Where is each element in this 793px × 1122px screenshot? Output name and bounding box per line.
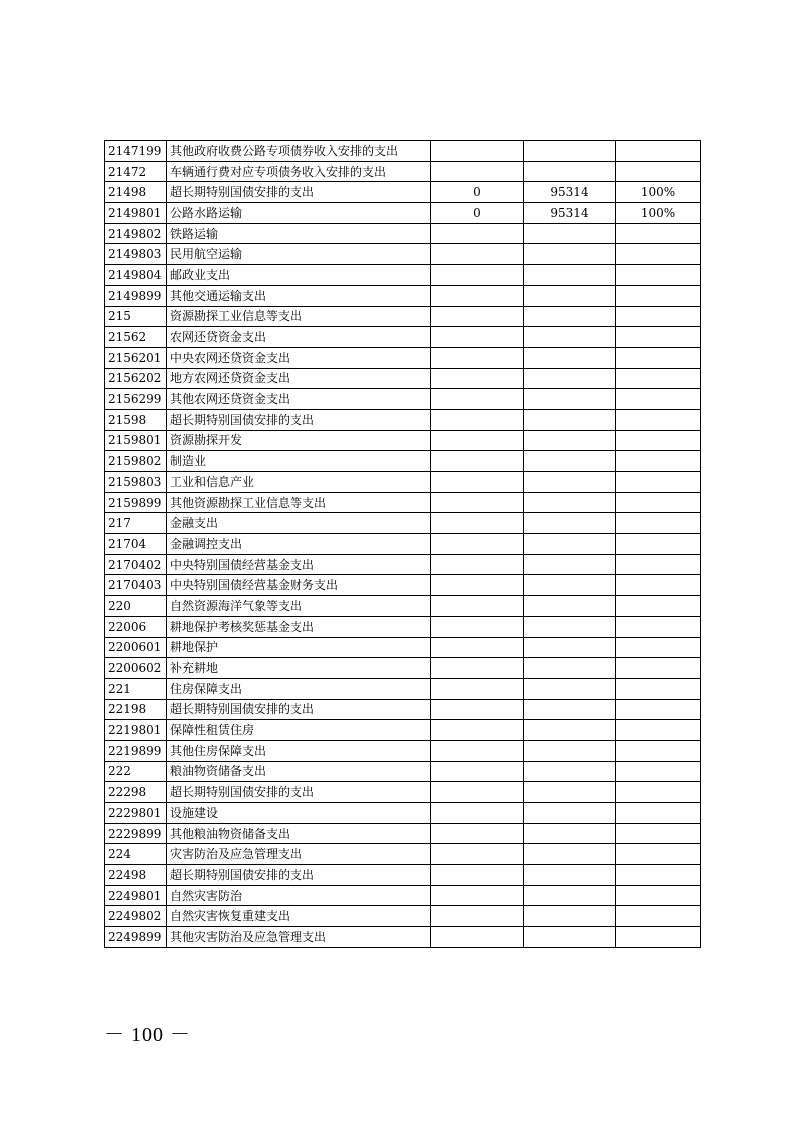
value-cell-3 [616,265,701,286]
value-cell-2 [524,637,616,658]
subject-code-cell: 2200602 [105,658,167,679]
subject-code-cell: 2229801 [105,803,167,824]
value-cell-2 [524,906,616,927]
subject-code-cell: 2170403 [105,575,167,596]
table-row [105,472,701,493]
value-cell-1 [431,451,524,472]
subject-name-cell: 其他住房保障支出 [167,740,431,761]
table-row [105,285,701,306]
value-cell-2 [524,492,616,513]
table-row [105,678,701,699]
value-cell-3 [616,823,701,844]
subject-name-cell: 资源勘探工业信息等支出 [167,306,431,327]
subject-code-cell: 2149899 [105,285,167,306]
table-row [105,699,701,720]
table-row [105,306,701,327]
subject-name-cell: 其他粮油物资储备支出 [167,823,431,844]
subject-name-cell: 保障性租赁住房 [167,720,431,741]
value-cell-1 [431,658,524,679]
value-cell-1 [431,575,524,596]
subject-name-cell: 中央特别国债经营基金财务支出 [167,575,431,596]
value-cell-3 [616,678,701,699]
subject-name-cell: 工业和信息产业 [167,472,431,493]
value-cell-1 [431,368,524,389]
value-cell-1: 0 [431,203,524,224]
value-cell-2 [524,244,616,265]
subject-code-cell: 21498 [105,182,167,203]
subject-code-cell: 220 [105,596,167,617]
value-cell-3 [616,244,701,265]
subject-name-cell: 超长期特别国债安排的支出 [167,182,431,203]
value-cell-1 [431,161,524,182]
value-cell-3 [616,885,701,906]
value-cell-3 [616,430,701,451]
table-row [105,554,701,575]
value-cell-3 [616,223,701,244]
value-cell-1 [431,596,524,617]
value-cell-1 [431,430,524,451]
value-cell-2 [524,409,616,430]
subject-name-cell: 耕地保护考核奖惩基金支出 [167,616,431,637]
value-cell-1 [431,347,524,368]
subject-name-cell: 公路水路运输 [167,203,431,224]
value-cell-2 [524,575,616,596]
table-row [105,409,701,430]
subject-code-cell: 2229899 [105,823,167,844]
value-cell-2 [524,347,616,368]
table-row [105,244,701,265]
value-cell-1 [431,513,524,534]
subject-code-cell: 21562 [105,327,167,348]
table-row [105,265,701,286]
subject-name-cell: 灾害防治及应急管理支出 [167,844,431,865]
value-cell-1 [431,740,524,761]
subject-code-cell: 224 [105,844,167,865]
value-cell-2 [524,740,616,761]
subject-code-cell: 2159802 [105,451,167,472]
subject-name-cell: 邮政业支出 [167,265,431,286]
value-cell-1 [431,389,524,410]
value-cell-3 [616,389,701,410]
subject-code-cell: 22006 [105,616,167,637]
subject-code-cell: 2149803 [105,244,167,265]
value-cell-1 [431,244,524,265]
value-cell-3 [616,141,701,162]
value-cell-3 [616,409,701,430]
value-cell-2 [524,534,616,555]
page-number: － 100 － [104,1024,191,1046]
value-cell-1 [431,803,524,824]
value-cell-3 [616,720,701,741]
subject-code-cell: 2149804 [105,265,167,286]
table-row [105,637,701,658]
value-cell-2 [524,803,616,824]
value-cell-1 [431,472,524,493]
value-cell-3 [616,927,701,948]
value-cell-2 [524,678,616,699]
subject-name-cell: 其他资源勘探工业信息等支出 [167,492,431,513]
table-row [105,885,701,906]
value-cell-2 [524,368,616,389]
subject-name-cell: 粮油物资储备支出 [167,761,431,782]
value-cell-3 [616,161,701,182]
value-cell-1: 0 [431,182,524,203]
subject-code-cell: 2147199 [105,141,167,162]
value-cell-1 [431,678,524,699]
value-cell-1 [431,223,524,244]
value-cell-3 [616,906,701,927]
value-cell-3: 100% [616,203,701,224]
value-cell-3 [616,472,701,493]
table-row [105,430,701,451]
subject-name-cell: 中央农网还贷资金支出 [167,347,431,368]
value-cell-2 [524,927,616,948]
subject-name-cell: 金融支出 [167,513,431,534]
subject-code-cell: 21598 [105,409,167,430]
subject-name-cell: 耕地保护 [167,637,431,658]
subject-code-cell: 215 [105,306,167,327]
subject-name-cell: 车辆通行费对应专项债务收入安排的支出 [167,161,431,182]
subject-code-cell: 22498 [105,865,167,886]
value-cell-1 [431,927,524,948]
value-cell-3 [616,803,701,824]
subject-name-cell: 超长期特别国债安排的支出 [167,699,431,720]
subject-name-cell: 民用航空运输 [167,244,431,265]
value-cell-2 [524,658,616,679]
table-row [105,782,701,803]
value-cell-2: 95314 [524,203,616,224]
value-cell-3 [616,306,701,327]
value-cell-3 [616,575,701,596]
value-cell-3 [616,513,701,534]
value-cell-3 [616,285,701,306]
value-cell-1 [431,720,524,741]
subject-code-cell: 22298 [105,782,167,803]
table-row [105,823,701,844]
value-cell-2 [524,306,616,327]
value-cell-3 [616,844,701,865]
value-cell-2 [524,782,616,803]
value-cell-1 [431,554,524,575]
value-cell-1 [431,492,524,513]
subject-name-cell: 补充耕地 [167,658,431,679]
table-row [105,865,701,886]
subject-name-cell: 其他灾害防治及应急管理支出 [167,927,431,948]
subject-code-cell: 2149802 [105,223,167,244]
table-row [105,844,701,865]
subject-code-cell: 222 [105,761,167,782]
table-row [105,720,701,741]
value-cell-1 [431,823,524,844]
table-row [105,327,701,348]
value-cell-2 [524,865,616,886]
value-cell-3: 100% [616,182,701,203]
table-row [105,451,701,472]
subject-name-cell: 其他农网还贷资金支出 [167,389,431,410]
table-row [105,513,701,534]
subject-name-cell: 自然灾害恢复重建支出 [167,906,431,927]
value-cell-3 [616,865,701,886]
subject-name-cell: 农网还贷资金支出 [167,327,431,348]
value-cell-3 [616,451,701,472]
table-row [105,203,701,224]
table-row [105,575,701,596]
table-row [105,182,701,203]
table-row [105,616,701,637]
subject-code-cell: 2159803 [105,472,167,493]
subject-code-cell: 21704 [105,534,167,555]
subject-name-cell: 设施建设 [167,803,431,824]
table-row [105,141,701,162]
subject-code-cell: 2200601 [105,637,167,658]
value-cell-2 [524,265,616,286]
value-cell-2 [524,451,616,472]
table-row [105,389,701,410]
value-cell-2 [524,389,616,410]
value-cell-1 [431,285,524,306]
value-cell-2 [524,761,616,782]
value-cell-2: 95314 [524,182,616,203]
value-cell-1 [431,409,524,430]
value-cell-3 [616,347,701,368]
table-row [105,596,701,617]
value-cell-1 [431,906,524,927]
value-cell-2 [524,823,616,844]
value-cell-2 [524,844,616,865]
value-cell-1 [431,534,524,555]
table-row [105,161,701,182]
subject-name-cell: 资源勘探开发 [167,430,431,451]
subject-code-cell: 2219801 [105,720,167,741]
value-cell-1 [431,306,524,327]
budget-expenditure-table [104,140,701,948]
subject-name-cell: 超长期特别国债安排的支出 [167,409,431,430]
value-cell-3 [616,492,701,513]
subject-name-cell: 制造业 [167,451,431,472]
value-cell-2 [524,327,616,348]
value-cell-2 [524,161,616,182]
subject-name-cell: 超长期特别国债安排的支出 [167,782,431,803]
value-cell-1 [431,844,524,865]
table-row [105,368,701,389]
value-cell-1 [431,885,524,906]
value-cell-3 [616,740,701,761]
value-cell-2 [524,699,616,720]
table-row [105,906,701,927]
value-cell-3 [616,368,701,389]
table-row [105,658,701,679]
value-cell-3 [616,616,701,637]
subject-code-cell: 22198 [105,699,167,720]
subject-code-cell: 2149801 [105,203,167,224]
subject-code-cell: 2156299 [105,389,167,410]
value-cell-2 [524,616,616,637]
subject-name-cell: 铁路运输 [167,223,431,244]
subject-code-cell: 2156202 [105,368,167,389]
value-cell-3 [616,699,701,720]
subject-name-cell: 自然资源海洋气象等支出 [167,596,431,617]
subject-name-cell: 金融调控支出 [167,534,431,555]
value-cell-1 [431,616,524,637]
subject-name-cell: 住房保障支出 [167,678,431,699]
table-row [105,347,701,368]
value-cell-3 [616,534,701,555]
value-cell-2 [524,720,616,741]
value-cell-1 [431,782,524,803]
value-cell-2 [524,554,616,575]
value-cell-1 [431,265,524,286]
subject-name-cell: 中央特别国债经营基金支出 [167,554,431,575]
subject-code-cell: 2249802 [105,906,167,927]
value-cell-1 [431,699,524,720]
subject-name-cell: 其他交通运输支出 [167,285,431,306]
table-row [105,927,701,948]
value-cell-1 [431,141,524,162]
value-cell-3 [616,658,701,679]
value-cell-1 [431,761,524,782]
subject-code-cell: 2219899 [105,740,167,761]
table-row [105,740,701,761]
value-cell-3 [616,782,701,803]
value-cell-2 [524,141,616,162]
value-cell-2 [524,596,616,617]
value-cell-1 [431,327,524,348]
subject-name-cell: 超长期特别国债安排的支出 [167,865,431,886]
table-row [105,803,701,824]
subject-name-cell: 地方农网还贷资金支出 [167,368,431,389]
subject-code-cell: 2159801 [105,430,167,451]
subject-code-cell: 2156201 [105,347,167,368]
subject-code-cell: 217 [105,513,167,534]
table-row [105,761,701,782]
subject-name-cell: 其他政府收费公路专项债券收入安排的支出 [167,141,431,162]
value-cell-1 [431,637,524,658]
value-cell-2 [524,472,616,493]
value-cell-2 [524,223,616,244]
subject-name-cell: 自然灾害防治 [167,885,431,906]
subject-code-cell: 221 [105,678,167,699]
subject-code-cell: 2249801 [105,885,167,906]
value-cell-3 [616,637,701,658]
subject-code-cell: 2249899 [105,927,167,948]
table-body [105,141,701,948]
value-cell-3 [616,596,701,617]
value-cell-2 [524,885,616,906]
table-row [105,534,701,555]
subject-code-cell: 2159899 [105,492,167,513]
value-cell-2 [524,513,616,534]
value-cell-2 [524,285,616,306]
value-cell-2 [524,430,616,451]
value-cell-1 [431,865,524,886]
value-cell-3 [616,761,701,782]
subject-code-cell: 21472 [105,161,167,182]
value-cell-3 [616,554,701,575]
value-cell-3 [616,327,701,348]
subject-code-cell: 2170402 [105,554,167,575]
table-row [105,492,701,513]
table-row [105,223,701,244]
